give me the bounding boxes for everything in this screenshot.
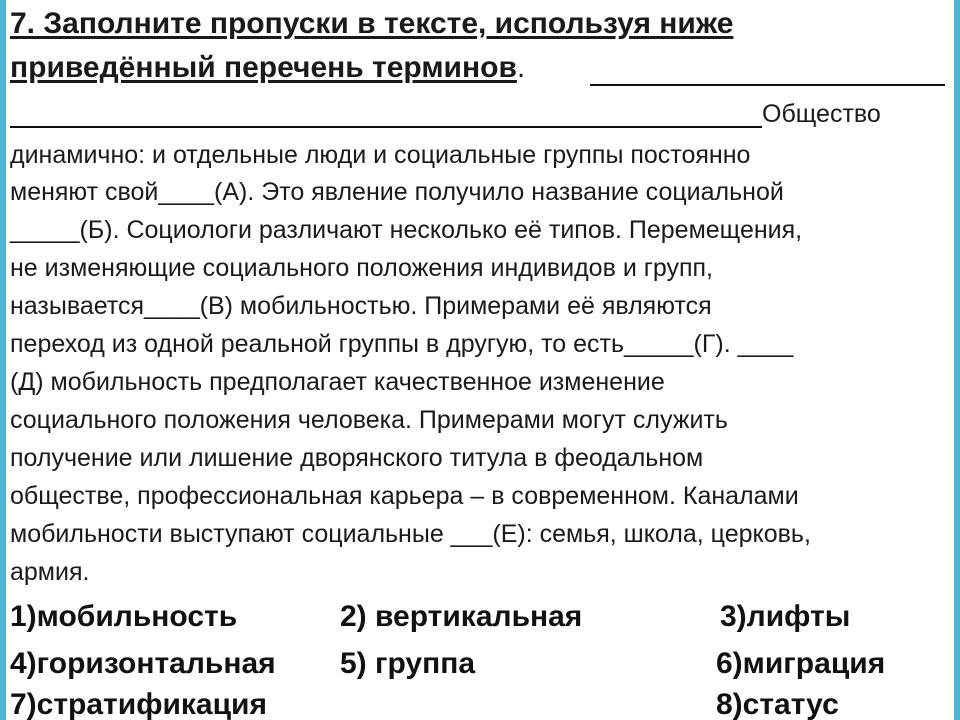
task-title-terms-phrase: приведённый перечень терминов — [10, 51, 517, 84]
passage-line: не изменяющие социального положения индивидов и групп, — [10, 254, 713, 282]
passage-line: обществе, профессиональная карьера – в современном. Каналами — [10, 482, 799, 510]
passage-line: меняют свой____(А). Это явление получило название социальной — [10, 178, 784, 206]
answer-blank-line-2 — [10, 126, 762, 128]
passage-line: мобильности выступают социальные ___(Е): семья, школа, церковь, — [10, 520, 811, 548]
slide-left-border — [0, 0, 6, 720]
term-1: 1)мобильность — [10, 600, 238, 633]
passage-line: называется____(В) мобильностью. Примерами её являются — [10, 292, 712, 320]
term-4: 4)горизонтальная — [10, 647, 276, 680]
slide-right-border — [954, 0, 960, 720]
passage-line: социального положения человека. Примерами могут служить — [10, 406, 728, 434]
passage-line: (Д) мобильность предполагает качественное изменение — [10, 368, 665, 396]
term-8: 8)статус — [716, 688, 839, 720]
passage-line: армия. — [10, 558, 90, 586]
term-6: 6)миграция — [716, 647, 886, 680]
term-5: 5) группа — [340, 647, 476, 680]
answer-blank-line-1 — [590, 84, 945, 86]
passage-line: получение или лишение дворянского титула в феодальном — [10, 444, 704, 472]
passage-line: _____(Б). Социологи различают несколько её типов. Перемещения, — [10, 216, 803, 244]
term-2: 2) вертикальная — [340, 600, 583, 633]
term-3: 3)лифты — [720, 600, 851, 633]
term-7: 7)стратификация — [10, 688, 267, 720]
task-title-line-1: 7. Заполните пропуски в тексте, используя ниже — [10, 7, 734, 40]
passage-line: Общество — [762, 100, 881, 128]
task-title-line-2: приведённый перечень терминов. — [10, 51, 526, 84]
passage-line: динамично: и отдельные люди и социальные группы постоянно — [10, 141, 751, 169]
passage-line: переход из одной реальной группы в другую, то есть_____(Г). ____ — [10, 330, 794, 358]
